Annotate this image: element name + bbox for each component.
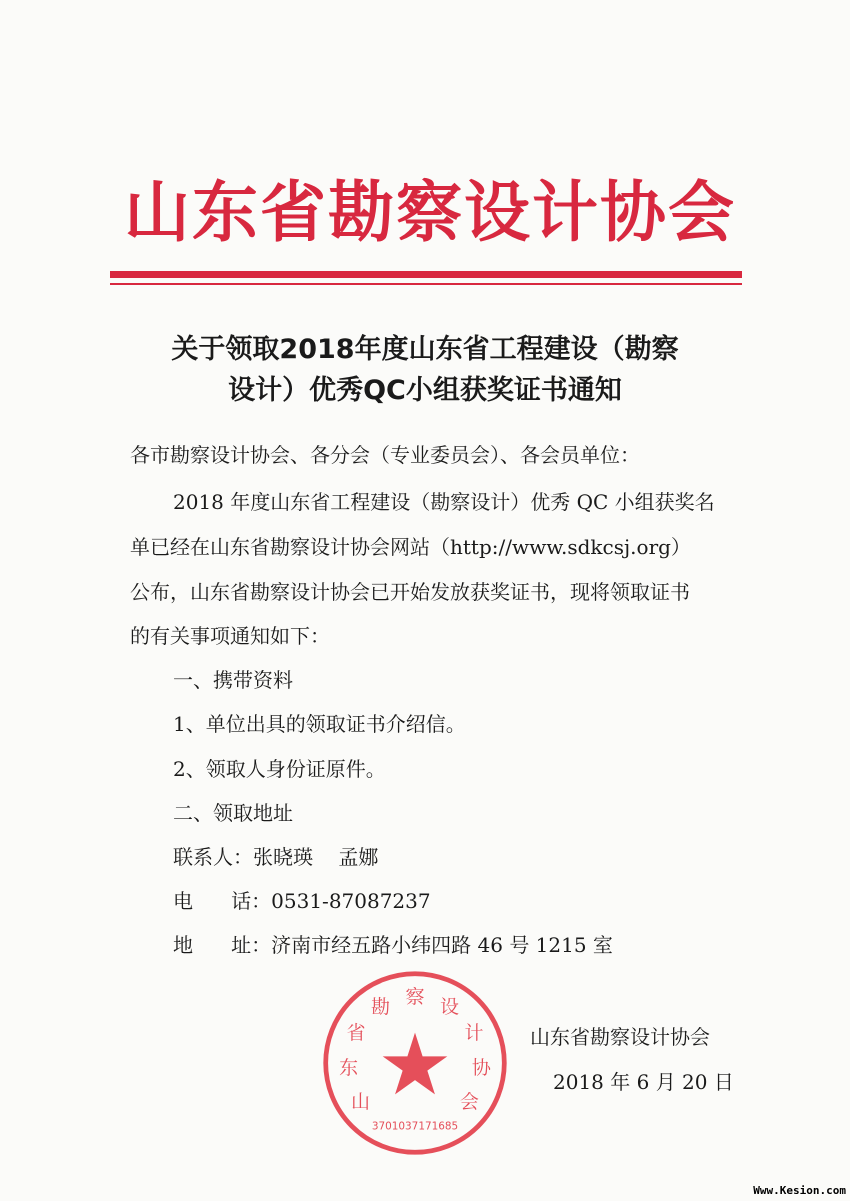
seal-glyph: 东 [339, 1057, 359, 1080]
signature-date: 2018 年 6 月 20 日 [553, 1070, 734, 1094]
address-row [173, 930, 613, 960]
watermark: Www.Kesion.com [753, 1184, 846, 1197]
document-title-line2: 设计）优秀QC小组获奖证书通知 [228, 375, 622, 406]
seal-glyph: 设 [439, 995, 459, 1018]
paragraph-line: 2018 年度山东省工程建设（勘察设计）优秀 QC 小组获奖名 [173, 490, 715, 514]
seal-glyph: 察 [405, 986, 425, 1009]
official-seal [320, 968, 510, 1158]
list-item: 1、单位出具的领取证书介绍信。 [173, 712, 466, 736]
seal-glyph: 协 [471, 1057, 491, 1080]
paragraph-line: 单已经在山东省勘察设计协会网站（http://www.sdkcsj.org） [130, 535, 691, 559]
phone-row [173, 886, 431, 916]
paragraph-line: 公布，山东省勘察设计协会已开始发放获奖证书，现将领取证书 [130, 580, 690, 604]
seal-glyph: 勘 [371, 995, 391, 1018]
seal-number: 3701037171685 [371, 1120, 459, 1133]
seal-star-icon [383, 1033, 448, 1095]
seal-glyph: 计 [464, 1021, 484, 1044]
letterhead-rule-thick [110, 271, 742, 278]
letterhead-rule-thin [110, 283, 742, 285]
address-value: 济南市经五路小纬四路 46 号 1215 室 [271, 933, 613, 957]
seal-glyph: 省 [346, 1021, 366, 1044]
org-letterhead: 山东省勘察设计协会 [124, 174, 736, 251]
seal-glyph: 会 [459, 1090, 479, 1113]
contact-persons: 联系人：张晓瑛 孟娜 [173, 845, 379, 869]
phone-number: 0531-87087237 [271, 889, 431, 913]
signature-org: 山东省勘察设计协会 [530, 1025, 710, 1049]
seal-glyph: 山 [351, 1090, 371, 1113]
section-heading-materials: 一、携带资料 [173, 668, 293, 692]
phone-label: 电 话： [173, 889, 272, 913]
document-title-line1: 关于领取2018年度山东省工程建设（勘察 [171, 334, 679, 365]
address-label: 地 址： [173, 933, 272, 957]
paragraph-line: 的有关事项通知如下： [130, 624, 330, 648]
salutation: 各市勘察设计协会、各分会（专业委员会）、各会员单位： [130, 443, 640, 467]
list-item: 2、领取人身份证原件。 [173, 757, 386, 781]
section-heading-address: 二、领取地址 [173, 801, 293, 825]
